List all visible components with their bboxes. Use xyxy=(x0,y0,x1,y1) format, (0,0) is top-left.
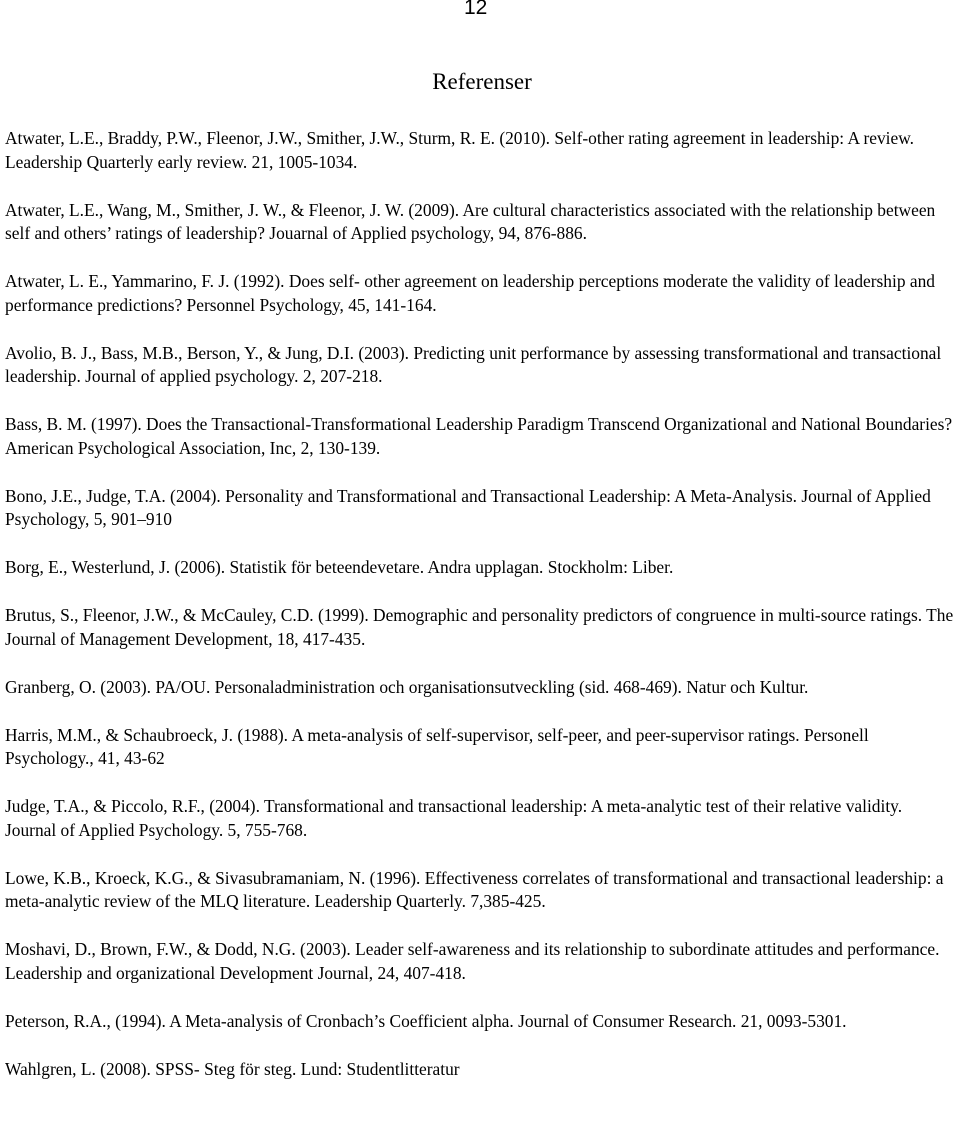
reference-item: Harris, M.M., & Schaubroeck, J. (1988). A meta-analysis of self-supervisor, self-peer, and peer-supervisor ratings. Personell Psychology., 41, 43-62 xyxy=(5,724,869,768)
reference-item: Atwater, L.E., Braddy, P.W., Fleenor, J.W., Smither, J.W., Sturm, R. E. (2010). Self-other rating agreement in leadership: A review. Leadership Quarterly early review. 21, 1005-1034. xyxy=(5,128,914,172)
reference-item: Atwater, L. E., Yammarino, F. J. (1992). Does self- other agreement on leadership perceptions moderate the validity of leadership and performance predictions? Personnel Psychology, 45, 141-164. xyxy=(5,271,935,315)
reference-item: Wahlgren, L. (2008). SPSS- Steg för steg. Lund: Studentlitteratur xyxy=(5,1058,460,1079)
reference-item: Moshavi, D., Brown, F.W., & Dodd, N.G. (2003). Leader self-awareness and its relationship to subordinate attitudes and performance. Leadership and organizational Development Journal, 24, 407-418. xyxy=(5,939,940,983)
reference-item: Bono, J.E., Judge, T.A. (2004). Personality and Transformational and Transactional Leadership: A Meta-Analysis. Journal of Applied Psychology, 5, 901–910 xyxy=(5,485,931,529)
page-number: 12 xyxy=(464,0,488,19)
reference-item: Lowe, K.B., Kroeck, K.G., & Sivasubramaniam, N. (1996). Effectiveness correlates of transformational and transactional leadership: a meta-analytic review of the MLQ literature. Leadership Quarterly. 7,385-425. xyxy=(5,867,944,911)
reference-item: Brutus, S., Fleenor, J.W., & McCauley, C.D. (1999). Demographic and personality predictors of congruence in multi-source ratings. The Journal of Management Development, 18, 417-435. xyxy=(5,605,954,649)
reference-item: Atwater, L.E., Wang, M., Smither, J. W., & Fleenor, J. W. (2009). Are cultural characteristics associated with the relationship between self and others’ ratings of leadership? Jouarnal of Applied psychology, 94, 876-886. xyxy=(5,199,936,243)
reference-item: Granberg, O. (2003). PA/OU. Personaladministration och organisationsutveckling (sid. 468-469). Natur och Kultur. xyxy=(5,676,809,697)
reference-item: Avolio, B. J., Bass, M.B., Berson, Y., & Jung, D.I. (2003). Predicting unit performance by assessing transformational and transactional leadership. Journal of applied psychology. 2, 207-218. xyxy=(5,342,942,386)
reference-item: Borg, E., Westerlund, J. (2006). Statistik för beteendevetare. Andra upplagan. Stockholm: Liber. xyxy=(5,557,674,577)
reference-item: Judge, T.A., & Piccolo, R.F., (2004). Transformational and transactional leadership: A meta-analytic test of their relative validity. Journal of Applied Psychology. 5, 755-768. xyxy=(5,796,903,840)
reference-item: Bass, B. M. (1997). Does the Transactional-Transformational Leadership Paradigm Transcend Organizational and National Boundaries? American Psychological Association, Inc, 2, 130-139. xyxy=(5,414,953,458)
page-title: Referenser xyxy=(432,69,532,94)
reference-item: Peterson, R.A., (1994). A Meta-analysis of Cronbach’s Coefficient alpha. Journal of Consumer Research. 21, 0093-5301. xyxy=(5,1010,847,1031)
reference-list xyxy=(5,127,955,1106)
